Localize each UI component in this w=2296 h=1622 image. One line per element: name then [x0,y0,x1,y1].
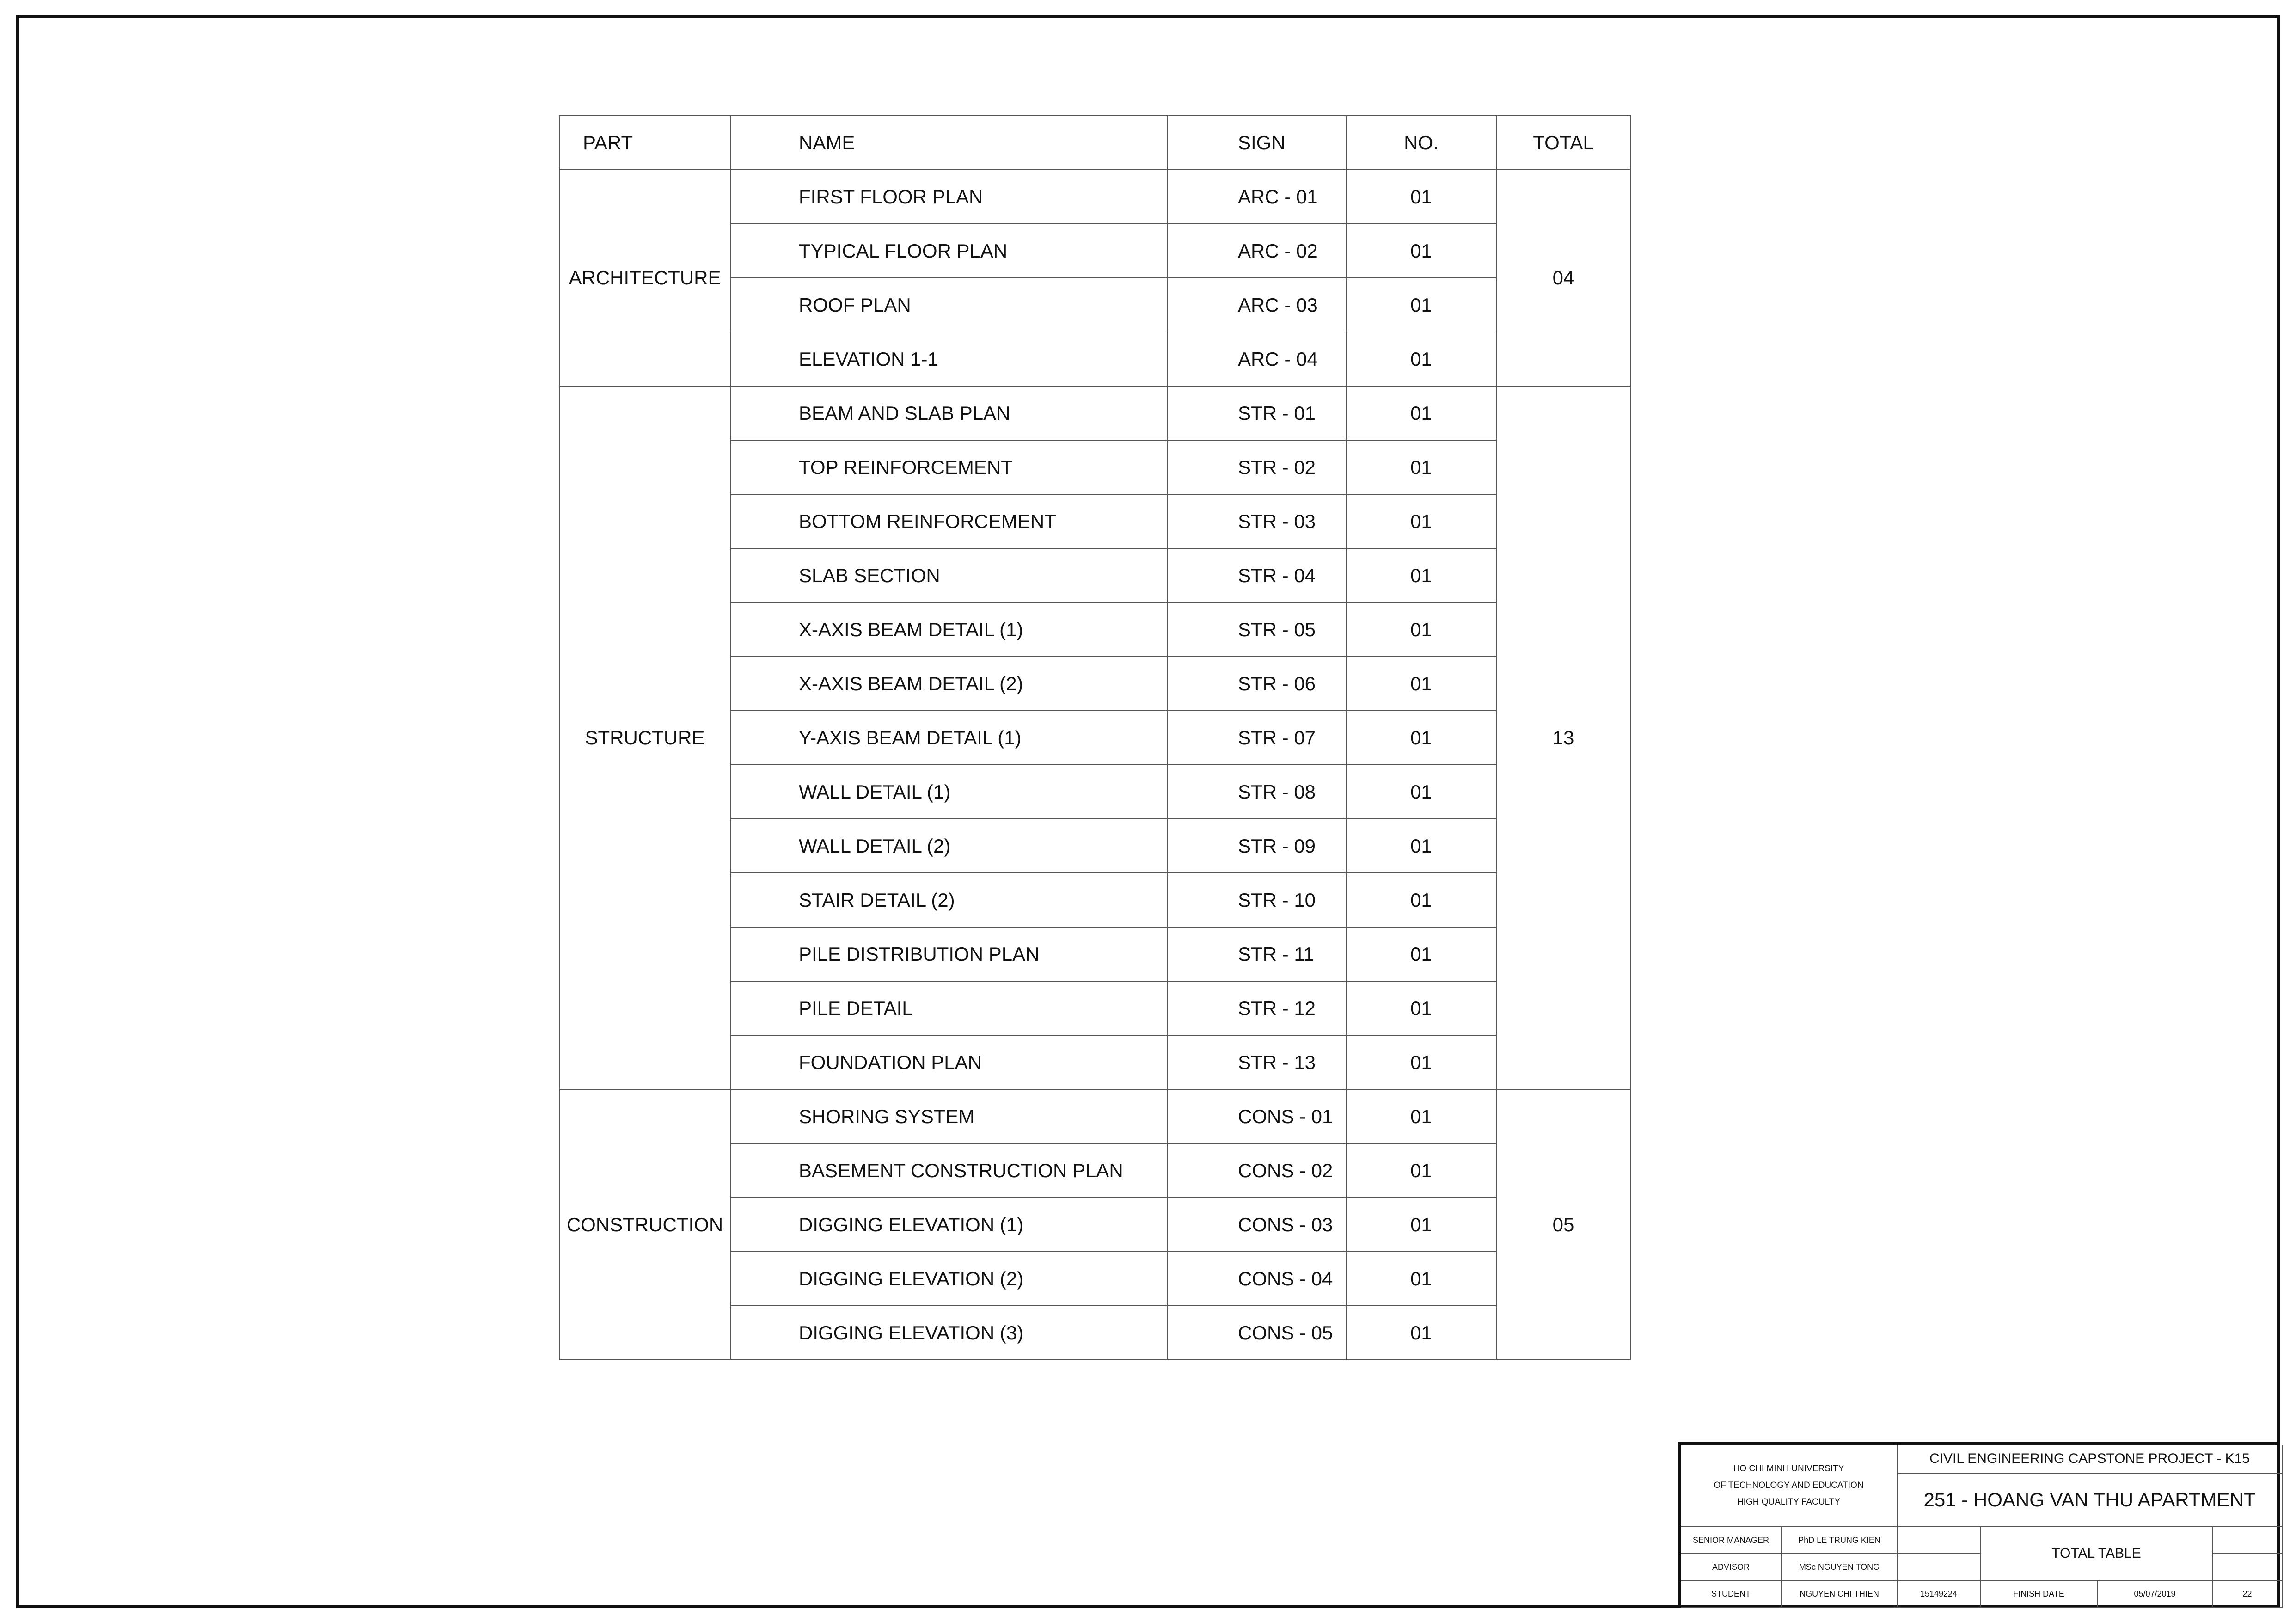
sign-cell: STR - 01 [1167,386,1346,440]
header-name: NAME [730,116,1167,170]
sign-cell: STR - 02 [1167,440,1346,494]
sign-cell: ARC - 04 [1167,332,1346,386]
name-cell: WALL DETAIL (2) [730,819,1167,873]
sign-cell: STR - 09 [1167,819,1346,873]
no-cell: 01 [1346,224,1496,278]
sign-cell: STR - 03 [1167,494,1346,548]
sign-cell: STR - 13 [1167,1035,1346,1089]
name-cell: SLAB SECTION [730,548,1167,602]
name-cell: BOTTOM REINFORCEMENT [730,494,1167,548]
no-cell: 01 [1346,1306,1496,1360]
blank-cell [1898,1527,1981,1554]
name-cell: STAIR DETAIL (2) [730,873,1167,927]
project-title: CIVIL ENGINEERING CAPSTONE PROJECT - K15 [1898,1445,2283,1474]
name-cell: WALL DETAIL (1) [730,765,1167,819]
student-id: 15149224 [1898,1581,1981,1608]
name-cell: SHORING SYSTEM [730,1089,1167,1143]
no-cell: 01 [1346,1143,1496,1198]
no-cell: 01 [1346,927,1496,981]
part-cell: STRUCTURE [559,386,730,1089]
blank-cell [2213,1554,2283,1581]
name-cell: FIRST FLOOR PLAN [730,170,1167,224]
no-cell: 01 [1346,819,1496,873]
name-cell: DIGGING ELEVATION (3) [730,1306,1167,1360]
no-cell: 01 [1346,170,1496,224]
sheet-title: TOTAL TABLE [1981,1527,2213,1581]
sign-cell: CONS - 03 [1167,1198,1346,1252]
name-cell: DIGGING ELEVATION (2) [730,1252,1167,1306]
sign-cell: STR - 05 [1167,602,1346,657]
no-cell: 01 [1346,657,1496,711]
student-label: STUDENT [1681,1581,1782,1608]
sign-cell: CONS - 05 [1167,1306,1346,1360]
no-cell: 01 [1346,981,1496,1035]
title-block [1678,1442,2280,1608]
part-cell: CONSTRUCTION [559,1089,730,1360]
total-cell: 13 [1496,386,1630,1089]
name-cell: BASEMENT CONSTRUCTION PLAN [730,1143,1167,1198]
name-cell: FOUNDATION PLAN [730,1035,1167,1089]
total-cell: 04 [1496,170,1630,386]
name-cell: Y-AXIS BEAM DETAIL (1) [730,711,1167,765]
university-line: HO CHI MINH UNIVERSITY [1733,1464,1844,1474]
advisor-name: MSc NGUYEN TONG [1782,1554,1898,1581]
no-cell: 01 [1346,873,1496,927]
finish-date: 05/07/2019 [2098,1581,2213,1608]
name-cell: X-AXIS BEAM DETAIL (2) [730,657,1167,711]
no-cell: 01 [1346,440,1496,494]
advisor-label: ADVISOR [1681,1554,1782,1581]
no-cell: 01 [1346,548,1496,602]
sign-cell: STR - 07 [1167,711,1346,765]
no-cell: 01 [1346,1198,1496,1252]
sign-cell: ARC - 03 [1167,278,1346,332]
name-cell: ROOF PLAN [730,278,1167,332]
building-name: 251 - HOANG VAN THU APARTMENT [1898,1474,2283,1527]
senior-manager-name: PhD LE TRUNG KIEN [1782,1527,1898,1554]
header-total: TOTAL [1496,116,1630,170]
no-cell: 01 [1346,278,1496,332]
name-cell: TYPICAL FLOOR PLAN [730,224,1167,278]
finish-date-label: FINISH DATE [1981,1581,2098,1608]
sheet-number: 22 [2213,1581,2283,1608]
part-cell: ARCHITECTURE [559,170,730,386]
no-cell: 01 [1346,1089,1496,1143]
university-block [1681,1445,1898,1527]
drawing-list-table [559,115,1631,1360]
name-cell: X-AXIS BEAM DETAIL (1) [730,602,1167,657]
name-cell: PILE DETAIL [730,981,1167,1035]
sign-cell: STR - 08 [1167,765,1346,819]
table-row [559,386,1630,440]
no-cell: 01 [1346,386,1496,440]
table-header-row [559,116,1630,170]
student-name: NGUYEN CHI THIEN [1782,1581,1898,1608]
blank-cell [2213,1527,2283,1554]
sign-cell: STR - 04 [1167,548,1346,602]
name-cell: PILE DISTRIBUTION PLAN [730,927,1167,981]
table-row [559,1089,1630,1143]
sign-cell: ARC - 02 [1167,224,1346,278]
name-cell: ELEVATION 1-1 [730,332,1167,386]
no-cell: 01 [1346,711,1496,765]
name-cell: BEAM AND SLAB PLAN [730,386,1167,440]
no-cell: 01 [1346,332,1496,386]
sign-cell: STR - 06 [1167,657,1346,711]
sign-cell: STR - 10 [1167,873,1346,927]
table-row [559,170,1630,224]
no-cell: 01 [1346,1035,1496,1089]
no-cell: 01 [1346,1252,1496,1306]
university-line: OF TECHNOLOGY AND EDUCATION [1714,1481,1864,1490]
total-cell: 05 [1496,1089,1630,1360]
header-no: NO. [1346,116,1496,170]
name-cell: DIGGING ELEVATION (1) [730,1198,1167,1252]
university-line: HIGH QUALITY FACULTY [1737,1497,1841,1507]
no-cell: 01 [1346,765,1496,819]
senior-manager-label: SENIOR MANAGER [1681,1527,1782,1554]
sign-cell: CONS - 02 [1167,1143,1346,1198]
no-cell: 01 [1346,602,1496,657]
no-cell: 01 [1346,494,1496,548]
header-sign: SIGN [1167,116,1346,170]
blank-cell [1898,1554,1981,1581]
table-body [559,170,1630,1360]
sign-cell: CONS - 04 [1167,1252,1346,1306]
sign-cell: STR - 12 [1167,981,1346,1035]
name-cell: TOP REINFORCEMENT [730,440,1167,494]
header-part: PART [559,116,730,170]
sign-cell: CONS - 01 [1167,1089,1346,1143]
sign-cell: ARC - 01 [1167,170,1346,224]
sign-cell: STR - 11 [1167,927,1346,981]
